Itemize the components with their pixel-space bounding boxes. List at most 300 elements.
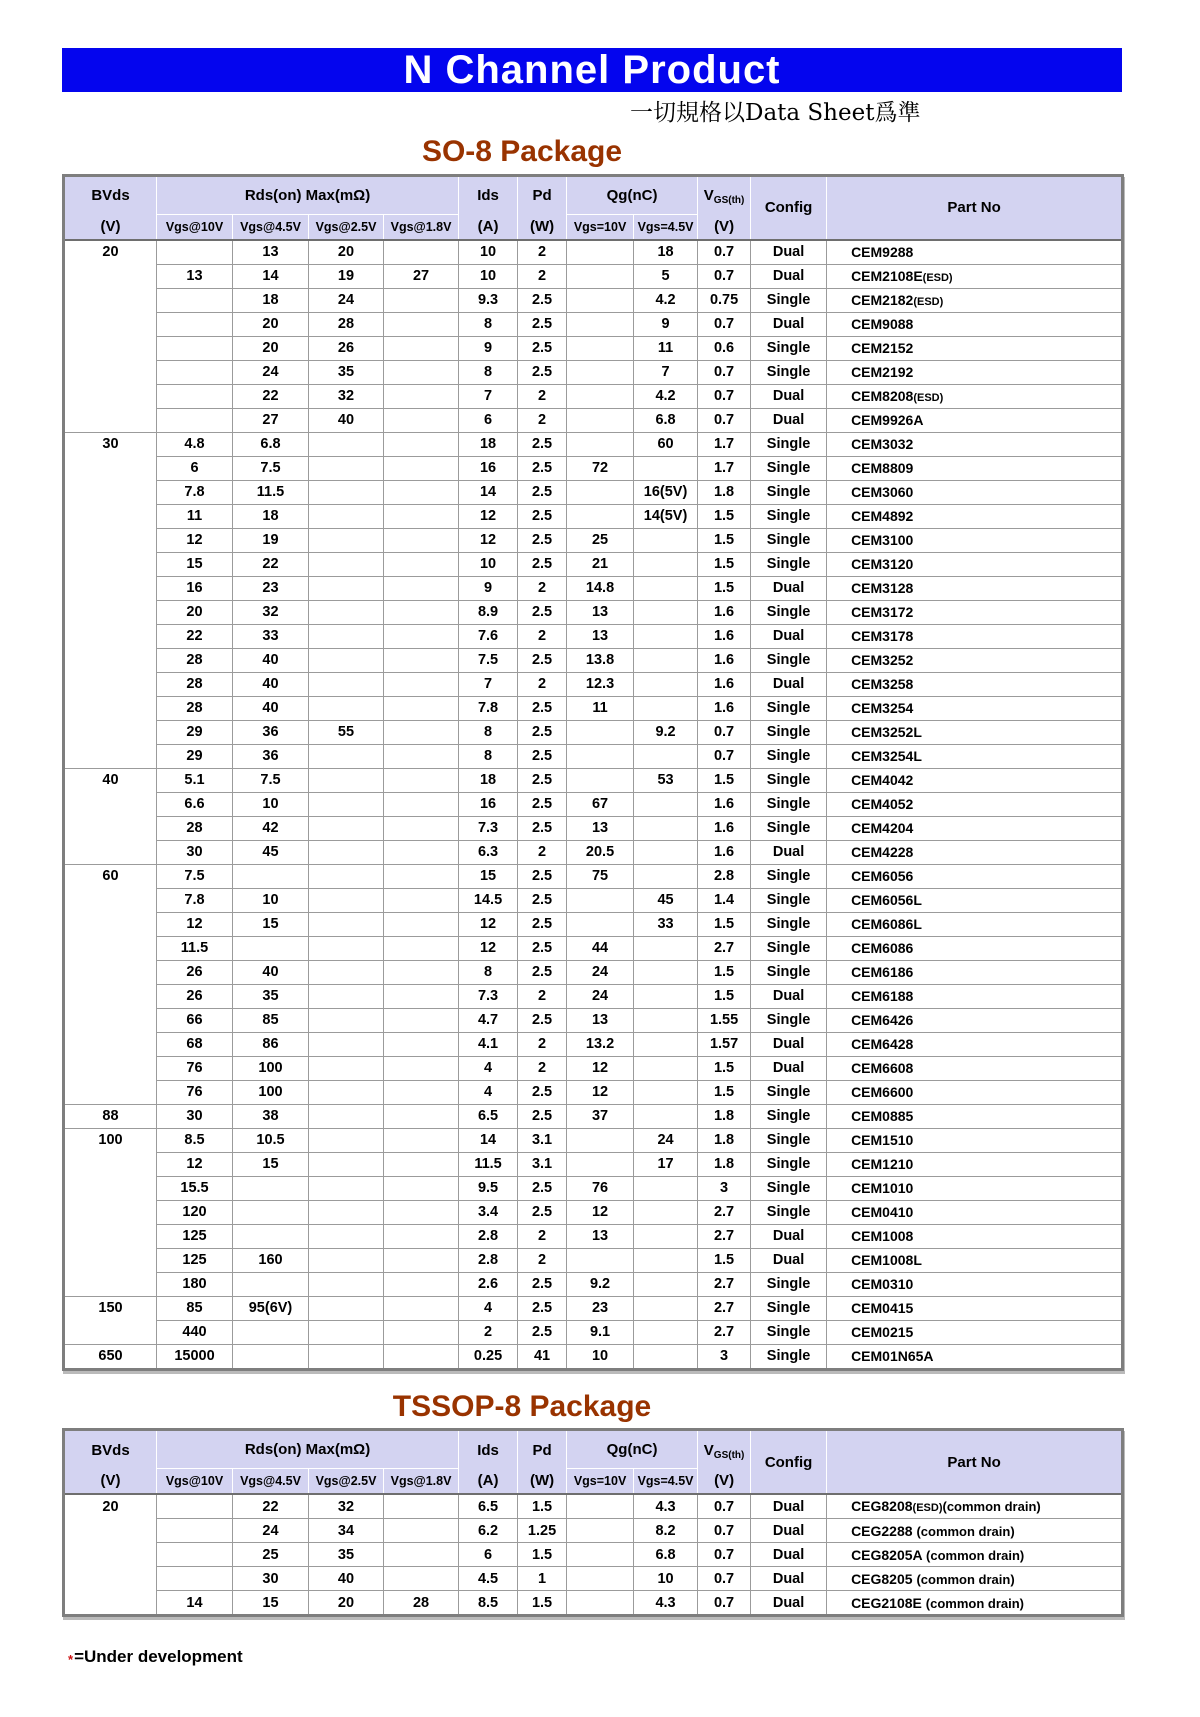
value-cell: 26	[157, 960, 233, 984]
value-cell	[309, 1056, 384, 1080]
value-cell: 68	[157, 1032, 233, 1056]
value-cell	[567, 384, 634, 408]
value-cell: 76	[567, 1176, 634, 1200]
value-cell	[309, 1272, 384, 1296]
col-part-no: Part No	[827, 1430, 1123, 1495]
value-cell: 9.2	[634, 720, 698, 744]
col-pd-label: Pd	[532, 187, 552, 205]
value-cell: 7.3	[459, 984, 518, 1008]
part-no-cell: CEM01N65A	[827, 1344, 1123, 1369]
value-cell	[233, 1200, 309, 1224]
value-cell	[157, 240, 233, 265]
value-cell: 1.6	[698, 624, 751, 648]
value-cell	[309, 1248, 384, 1272]
value-cell: 14.8	[567, 576, 634, 600]
value-cell: 5	[634, 264, 698, 288]
part-no-cell: CEG8205A (common drain)	[827, 1543, 1123, 1567]
value-cell: Dual	[751, 1567, 827, 1591]
value-cell: 19	[233, 528, 309, 552]
value-cell	[384, 528, 459, 552]
value-cell: 2.7	[698, 1272, 751, 1296]
bvds-cell	[64, 240, 157, 433]
value-cell	[567, 240, 634, 265]
value-cell: 86	[233, 1032, 309, 1056]
value-cell: 45	[634, 888, 698, 912]
col-vgsth	[698, 175, 751, 240]
value-cell: 45	[233, 840, 309, 864]
value-cell: 100	[233, 1080, 309, 1104]
col-config: Config	[751, 1430, 827, 1495]
part-no-cell: CEM9088	[827, 312, 1123, 336]
value-cell: 2.5	[518, 1296, 567, 1320]
value-cell: 20	[233, 336, 309, 360]
value-cell	[384, 696, 459, 720]
value-cell: 11	[567, 696, 634, 720]
value-cell: 2.5	[518, 1200, 567, 1224]
value-cell: 0.7	[698, 1543, 751, 1567]
value-cell	[634, 1248, 698, 1272]
value-cell: 26	[157, 984, 233, 1008]
value-cell: 24	[233, 1519, 309, 1543]
value-cell: Single	[751, 816, 827, 840]
value-cell: 9	[459, 576, 518, 600]
value-cell: Single	[751, 504, 827, 528]
value-cell	[634, 1200, 698, 1224]
value-cell: 2.5	[518, 648, 567, 672]
col-bvds-label: BVds	[91, 1441, 130, 1459]
value-cell	[309, 528, 384, 552]
value-cell	[384, 1519, 459, 1543]
value-cell	[309, 576, 384, 600]
part-no-cell: CEM0885	[827, 1104, 1123, 1128]
value-cell: 13	[567, 816, 634, 840]
value-cell	[567, 360, 634, 384]
value-cell: Single	[751, 720, 827, 744]
value-cell: 6.5	[459, 1494, 518, 1519]
value-cell	[384, 936, 459, 960]
value-cell	[309, 552, 384, 576]
value-cell: 125	[157, 1248, 233, 1272]
value-cell: 28	[309, 312, 384, 336]
value-cell: 5.1	[157, 768, 233, 792]
value-cell	[634, 576, 698, 600]
value-cell: Single	[751, 1176, 827, 1200]
part-no-cell: CEM8809	[827, 456, 1123, 480]
table-row	[64, 1567, 1123, 1591]
value-cell: 12	[157, 528, 233, 552]
bvds-value: 100	[98, 1132, 123, 1149]
value-cell: 9	[459, 336, 518, 360]
value-cell: 1.6	[698, 600, 751, 624]
table-row	[64, 240, 1123, 265]
value-cell: 27	[233, 408, 309, 432]
value-cell: 2.5	[518, 936, 567, 960]
value-cell: 15000	[157, 1344, 233, 1369]
part-no-cell: CEG8208(ESD)(common drain)	[827, 1494, 1123, 1519]
value-cell	[384, 840, 459, 864]
value-cell: 14	[459, 480, 518, 504]
value-cell	[309, 1008, 384, 1032]
value-cell: 8.9	[459, 600, 518, 624]
value-cell	[567, 720, 634, 744]
value-cell: 11.5	[157, 936, 233, 960]
value-cell: Single	[751, 360, 827, 384]
value-cell: Single	[751, 1104, 827, 1128]
part-no-cell: CEG8205 (common drain)	[827, 1567, 1123, 1591]
value-cell: 28	[157, 696, 233, 720]
value-cell: 2.7	[698, 936, 751, 960]
value-cell	[233, 1176, 309, 1200]
value-cell: 2.8	[459, 1224, 518, 1248]
value-cell: Single	[751, 288, 827, 312]
table-row	[64, 936, 1123, 960]
value-cell: 15.5	[157, 1176, 233, 1200]
value-cell	[634, 1104, 698, 1128]
value-cell	[634, 1080, 698, 1104]
col-pd-unit: (W)	[529, 1472, 555, 1490]
value-cell	[309, 1032, 384, 1056]
value-cell	[634, 864, 698, 888]
table-row	[64, 504, 1123, 528]
col-part-no: Part No	[827, 175, 1123, 240]
value-cell: 7.3	[459, 816, 518, 840]
value-cell: 6.8	[233, 432, 309, 456]
value-cell	[567, 888, 634, 912]
value-cell	[309, 1152, 384, 1176]
part-no-cell: CEM3060	[827, 480, 1123, 504]
value-cell: 1.6	[698, 672, 751, 696]
value-cell	[384, 384, 459, 408]
value-cell: 13	[567, 600, 634, 624]
table-row	[64, 336, 1123, 360]
part-no-cell: CEM3252L	[827, 720, 1123, 744]
value-cell: 38	[233, 1104, 309, 1128]
value-cell	[567, 1152, 634, 1176]
col-bvds	[64, 175, 157, 240]
value-cell: 2.5	[518, 960, 567, 984]
value-cell: 3	[698, 1176, 751, 1200]
value-cell: 40	[233, 696, 309, 720]
table-row	[64, 864, 1123, 888]
value-cell	[384, 1494, 459, 1519]
value-cell: 67	[567, 792, 634, 816]
value-cell: 3.1	[518, 1128, 567, 1152]
value-cell: 7	[459, 672, 518, 696]
value-cell: Single	[751, 1008, 827, 1032]
part-no-cell: CEM6086	[827, 936, 1123, 960]
value-cell: 3.1	[518, 1152, 567, 1176]
value-cell: 40	[233, 672, 309, 696]
value-cell	[309, 696, 384, 720]
value-cell: 1.8	[698, 1152, 751, 1176]
value-cell	[634, 1056, 698, 1080]
col-bvds-unit: (V)	[100, 217, 121, 235]
value-cell	[567, 768, 634, 792]
value-cell: 0.7	[698, 1567, 751, 1591]
value-cell: 2.5	[518, 1272, 567, 1296]
value-cell	[567, 1591, 634, 1616]
value-cell: 14	[157, 1591, 233, 1616]
value-cell: Single	[751, 744, 827, 768]
value-cell	[384, 1152, 459, 1176]
table-row	[64, 1494, 1123, 1519]
value-cell	[634, 696, 698, 720]
value-cell: 35	[309, 360, 384, 384]
value-cell	[309, 1176, 384, 1200]
table-row	[64, 288, 1123, 312]
value-cell	[384, 1344, 459, 1369]
value-cell	[309, 504, 384, 528]
value-cell: 9.1	[567, 1320, 634, 1344]
table-head	[64, 1430, 1123, 1495]
value-cell: 40	[233, 648, 309, 672]
value-cell: 12	[567, 1056, 634, 1080]
value-cell	[233, 864, 309, 888]
value-cell: 30	[157, 1104, 233, 1128]
table-row	[64, 768, 1123, 792]
value-cell	[384, 1200, 459, 1224]
value-cell: 55	[309, 720, 384, 744]
col-rds-sub: Vgs@4.5V	[233, 1469, 309, 1495]
value-cell: 76	[157, 1080, 233, 1104]
col-qg-sub: Vgs=10V	[567, 214, 634, 240]
value-cell	[634, 1296, 698, 1320]
value-cell	[309, 1224, 384, 1248]
col-rds-sub: Vgs@1.8V	[384, 214, 459, 240]
value-cell	[384, 1176, 459, 1200]
part-no-cell: CEM4042	[827, 768, 1123, 792]
value-cell: 160	[233, 1248, 309, 1272]
value-cell: 40	[233, 960, 309, 984]
value-cell: 22	[233, 384, 309, 408]
value-cell	[384, 792, 459, 816]
value-cell: Single	[751, 1080, 827, 1104]
value-cell	[384, 552, 459, 576]
col-config: Config	[751, 175, 827, 240]
value-cell: 10	[233, 888, 309, 912]
value-cell: 0.7	[698, 1591, 751, 1616]
part-no-cell: CEM3254	[827, 696, 1123, 720]
value-cell	[309, 792, 384, 816]
value-cell: 11.5	[459, 1152, 518, 1176]
col-pd-label: Pd	[532, 1441, 552, 1459]
value-cell: 2.5	[518, 600, 567, 624]
value-cell	[567, 264, 634, 288]
value-cell: 2.5	[518, 1104, 567, 1128]
value-cell: 4.1	[459, 1032, 518, 1056]
value-cell	[384, 888, 459, 912]
value-cell	[634, 600, 698, 624]
value-cell: 1.8	[698, 1128, 751, 1152]
value-cell	[157, 384, 233, 408]
value-cell: 2	[518, 840, 567, 864]
value-cell: 2.7	[698, 1224, 751, 1248]
value-cell	[567, 504, 634, 528]
value-cell: 6.6	[157, 792, 233, 816]
value-cell	[309, 840, 384, 864]
value-cell: 1.6	[698, 792, 751, 816]
section-title: SO-8 Package	[421, 135, 623, 169]
part-no-cell: CEM2152	[827, 336, 1123, 360]
value-cell: 9.2	[567, 1272, 634, 1296]
value-cell: 13	[157, 264, 233, 288]
value-cell	[384, 1104, 459, 1128]
value-cell	[384, 672, 459, 696]
col-group-rds: Rds(on) Max(mΩ)	[157, 1430, 459, 1469]
value-cell	[634, 1224, 698, 1248]
table-row	[64, 1248, 1123, 1272]
table-row	[64, 1224, 1123, 1248]
value-cell: 18	[459, 432, 518, 456]
value-cell	[384, 408, 459, 432]
part-no-cell: CEG2108E (common drain)	[827, 1591, 1123, 1616]
value-cell: 29	[157, 720, 233, 744]
part-no-cell: CEM3172	[827, 600, 1123, 624]
table-row	[64, 960, 1123, 984]
value-cell	[384, 624, 459, 648]
value-cell: 2	[518, 576, 567, 600]
value-cell: 2.7	[698, 1200, 751, 1224]
value-cell: 2.5	[518, 768, 567, 792]
value-cell: 24	[309, 288, 384, 312]
value-cell	[634, 936, 698, 960]
value-cell: 1.5	[698, 1248, 751, 1272]
value-cell: 7	[634, 360, 698, 384]
footnote-text: =Under development	[74, 1647, 243, 1667]
value-cell	[157, 1567, 233, 1591]
value-cell: 0.6	[698, 336, 751, 360]
table-row	[64, 1296, 1123, 1320]
value-cell	[634, 1008, 698, 1032]
value-cell	[309, 456, 384, 480]
value-cell: 120	[157, 1200, 233, 1224]
value-cell	[384, 816, 459, 840]
part-no-cell: CEM1010	[827, 1176, 1123, 1200]
value-cell: 13.8	[567, 648, 634, 672]
value-cell: 53	[634, 768, 698, 792]
sections-container	[0, 136, 1200, 1617]
value-cell: 12	[567, 1200, 634, 1224]
bvds-value: 20	[102, 244, 119, 261]
value-cell: 6	[459, 408, 518, 432]
value-cell: 1.5	[698, 528, 751, 552]
value-cell: 2	[518, 264, 567, 288]
value-cell	[384, 1320, 459, 1344]
part-no-cell: CEM9288	[827, 240, 1123, 265]
table-row	[64, 720, 1123, 744]
value-cell: 16(5V)	[634, 480, 698, 504]
value-cell: 24	[567, 960, 634, 984]
value-cell: 22	[157, 624, 233, 648]
value-cell: 2	[518, 672, 567, 696]
value-cell	[634, 528, 698, 552]
value-cell: 2.8	[698, 864, 751, 888]
value-cell: 0.7	[698, 312, 751, 336]
table-row	[64, 1104, 1123, 1128]
value-cell	[567, 1248, 634, 1272]
value-cell: 7.8	[459, 696, 518, 720]
value-cell	[634, 648, 698, 672]
value-cell: Single	[751, 864, 827, 888]
spec-table	[62, 1428, 1124, 1617]
value-cell: 40	[309, 408, 384, 432]
value-cell: 15	[157, 552, 233, 576]
value-cell: 1.5	[698, 1080, 751, 1104]
part-no-cell: CEM1210	[827, 1152, 1123, 1176]
value-cell: 2.5	[518, 792, 567, 816]
value-cell	[567, 480, 634, 504]
value-cell: 7.5	[233, 456, 309, 480]
table-row	[64, 1200, 1123, 1224]
value-cell	[157, 288, 233, 312]
value-cell	[384, 1296, 459, 1320]
section-title: TSSOP-8 Package	[392, 1389, 652, 1423]
value-cell: 4.8	[157, 432, 233, 456]
value-cell: 1.57	[698, 1032, 751, 1056]
value-cell	[384, 744, 459, 768]
value-cell	[309, 960, 384, 984]
value-cell: 6	[157, 456, 233, 480]
table-row	[64, 1080, 1123, 1104]
value-cell	[309, 1128, 384, 1152]
value-cell: 2	[518, 624, 567, 648]
part-no-cell: CEM4892	[827, 504, 1123, 528]
value-cell: 8	[459, 312, 518, 336]
header-row-1	[64, 1430, 1123, 1469]
value-cell	[634, 1344, 698, 1369]
part-no-cell: CEM4052	[827, 792, 1123, 816]
value-cell: 8	[459, 720, 518, 744]
value-cell: 1.5	[698, 576, 751, 600]
value-cell	[309, 744, 384, 768]
col-pd-unit: (W)	[529, 217, 555, 235]
value-cell: 36	[233, 744, 309, 768]
value-cell	[384, 864, 459, 888]
value-cell: 1.6	[698, 816, 751, 840]
value-cell: 12	[459, 504, 518, 528]
bvds-value: 20	[102, 1498, 119, 1515]
value-cell: Dual	[751, 1224, 827, 1248]
value-cell: 2	[518, 984, 567, 1008]
value-cell: Dual	[751, 1494, 827, 1519]
value-cell: 6.8	[634, 1543, 698, 1567]
value-cell: 32	[233, 600, 309, 624]
col-bvds-label: BVds	[91, 187, 130, 205]
value-cell: Single	[751, 600, 827, 624]
value-cell	[384, 648, 459, 672]
value-cell: 21	[567, 552, 634, 576]
value-cell: 0.7	[698, 720, 751, 744]
value-cell: 14.5	[459, 888, 518, 912]
value-cell: Single	[751, 552, 827, 576]
value-cell	[567, 1519, 634, 1543]
part-no-cell: CEM6056	[827, 864, 1123, 888]
value-cell	[309, 480, 384, 504]
col-vgsth	[698, 1430, 751, 1495]
value-cell: 72	[567, 456, 634, 480]
col-vgsth-label: $V_{GS(th)}$	[703, 1441, 745, 1461]
col-vgsth-unit: (V)	[714, 1472, 735, 1490]
value-cell	[309, 1296, 384, 1320]
value-cell: Single	[751, 768, 827, 792]
header-row-1	[64, 175, 1123, 214]
table-row	[64, 648, 1123, 672]
value-cell: 20.5	[567, 840, 634, 864]
value-cell: Single	[751, 1296, 827, 1320]
value-cell: 2.5	[518, 720, 567, 744]
value-cell: 2.8	[459, 1248, 518, 1272]
value-cell: 2.5	[518, 1176, 567, 1200]
